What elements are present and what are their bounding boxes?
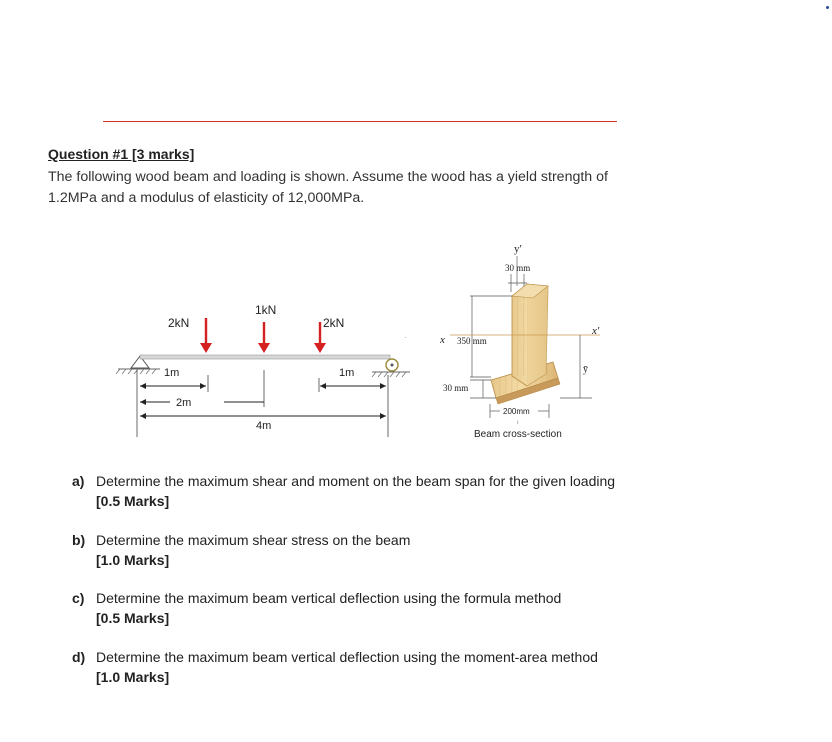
top-dim-label: 30 mm [505,263,531,273]
part-a-marks: [0.5 Marks] [96,493,170,509]
x-axis-right: x′ [592,325,600,337]
load-arrow-2 [258,322,270,353]
part-a [72,471,615,511]
part-c-label: c) [72,590,85,606]
part-c-marks: [0.5 Marks] [96,610,170,626]
question-line-2: 1.2MPa and a modulus of elasticity of 12,000MPa. [48,190,365,206]
dim-right-1m [320,383,386,389]
part-d-label: d) [72,649,86,665]
load-arrow-1 [200,318,212,353]
load-label-1: 2kN [168,316,190,330]
y-bar-label: ȳ [583,364,588,375]
cross-section [439,243,600,440]
dim-total-4m [140,413,386,419]
part-d-marks: [1.0 Marks] [96,669,170,685]
y-axis-label: y′ [514,243,522,255]
dim-right-label: 1m [339,367,355,379]
dim-left-label: 1m [164,367,180,379]
part-a-label: a) [72,473,85,489]
svg-text:ı: ı [517,420,519,426]
dim-total-label: 4m [256,420,272,432]
roller-support [372,359,410,377]
beam-diagram [116,303,410,437]
dim-mid-label: 2m [176,397,192,409]
part-a-text: Determine the maximum shear and moment on the beam span for the given loading [96,473,616,489]
part-b [72,530,410,570]
cross-section-caption: Beam cross-section [474,429,562,440]
part-b-text: Determine the maximum shear stress on the beam [96,532,411,548]
flange-dim-label: 30 mm [443,383,469,393]
width-dim-label: 200mm [503,407,530,416]
part-c-text: Determine the maximum beam vertical deflection using the formula method [96,590,562,606]
part-d-text: Determine the maximum beam vertical deflection using the moment-area method [96,649,598,665]
part-b-marks: [1.0 Marks] [96,552,170,568]
x-axis-left: x [440,334,445,346]
part-b-label: b) [72,532,86,548]
faint-mark: . [404,330,407,340]
question-title: Question #1 [3 marks] [48,146,195,162]
dim-mid-2m [140,399,264,405]
part-d [72,647,598,687]
beam [140,355,390,359]
height-dim-label: 350 mm [457,336,487,346]
load-label-3: 2kN [323,316,345,330]
question-line-1: The following wood beam and loading is shown. Assume the wood has a yield strength of [48,169,608,185]
load-label-2: 1kN [255,303,277,317]
dim-left-1m [140,383,206,389]
part-c [72,588,561,628]
